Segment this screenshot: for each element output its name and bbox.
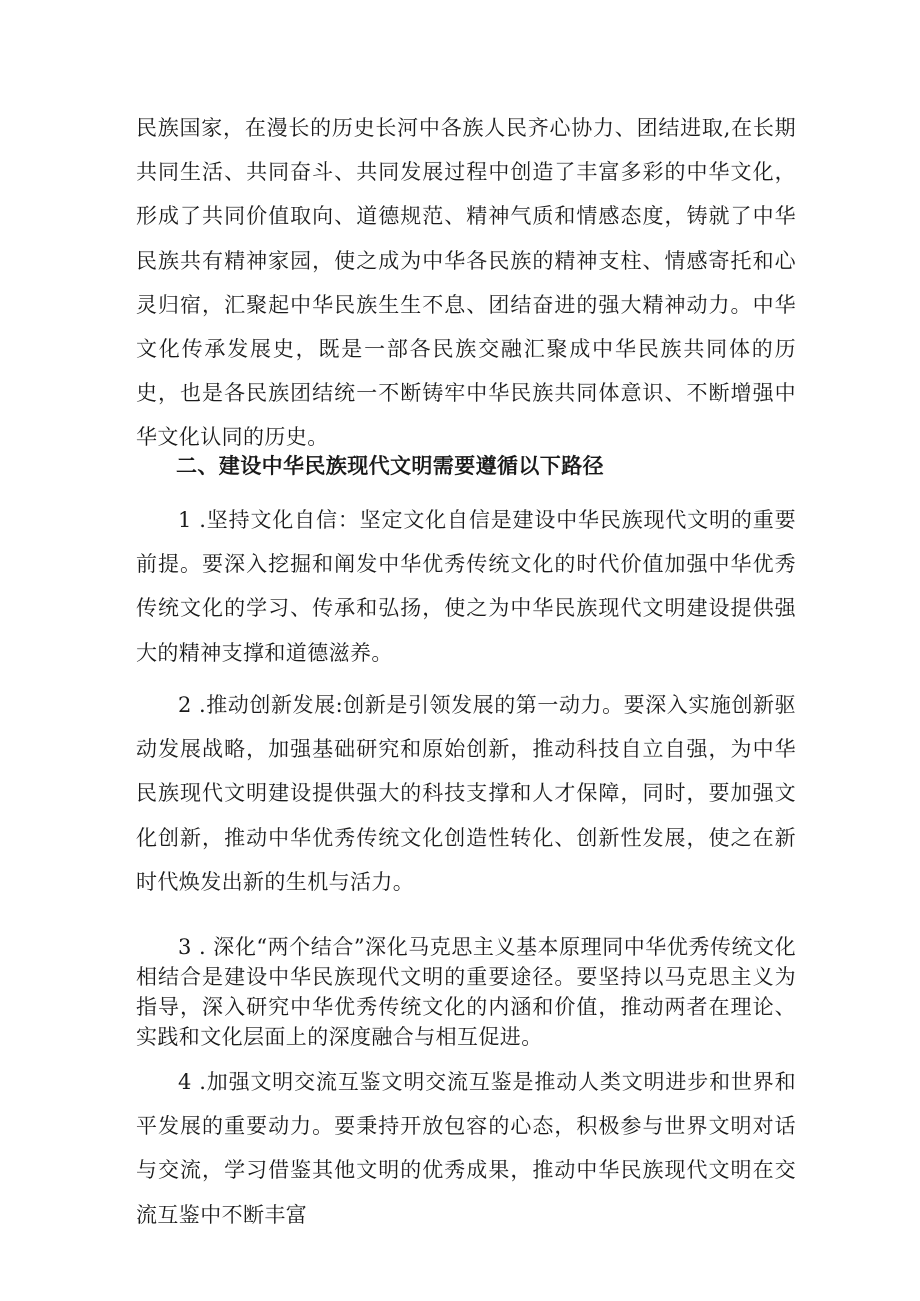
section-heading: 二、建设中华民族现代文明需要遵循以下路径: [176, 454, 604, 478]
list-item-1: 1 .坚持文化自信：坚定文化自信是建设中华民族现代文明的重要前提。要深入挖掘和阐发中华优秀传统文化的时代价值加强中华优秀传统文化的学习、传承和弘扬，使之为中华民族现代文明建设提供强大的精神支撑和道德滋养。: [136, 508, 796, 665]
paragraph-intro: 民族国家，在漫长的历史长河中各族人民齐心协力、团结进取,在长期共同生活、共同奋斗、共同发展过程中创造了丰富多彩的中华文化，形成了共同价值取向、道德规范、精神气质和情感态度，铸就了中华民族共有精神家园，使之成为中华各民族的精神支柱、情感寄托和心灵归宿，汇聚起中华民族生生不息、团结奋进的强大精神动力。中华文化传承发展史，既是一部各民族交融汇聚成中华民族共同体的历史，也是各民族团结统一不断铸牢中华民族共同体意识、不断增强中华文化认同的历史。: [136, 116, 796, 450]
list-item-2: 2 .推动创新发展:创新是引领发展的第一动力。要深入实施创新驱动发展战略，加强基础研究和原始创新，推动科技自立自强，为中华民族现代文明建设提供强大的科技支撑和人才保障，同时，要加强文化创新，推动中华优秀传统文化创造性转化、创新性发展，使之在新时代焕发出新的生机与活力。: [136, 693, 796, 894]
list-item-3: 3 . 深化“两个结合”深化马克思主义基本原理同中华优秀传统文化相结合是建设中华民族现代文明的重要途径。要坚持以马克思主义为指导，深入研究中华优秀传统文化的内涵和价值，推动两者在理论、实践和文化层面上的深度融合与相互促进。: [136, 935, 796, 1049]
list-item-4: 4 .加强文明交流互鉴文明交流互鉴是推动人类文明进步和世界和平发展的重要动力。要秉持开放包容的心态，积极参与世界文明对话与交流，学习借鉴其他文明的优秀成果，推动中华民族现代文明在交流互鉴中不断丰富: [136, 1070, 796, 1227]
